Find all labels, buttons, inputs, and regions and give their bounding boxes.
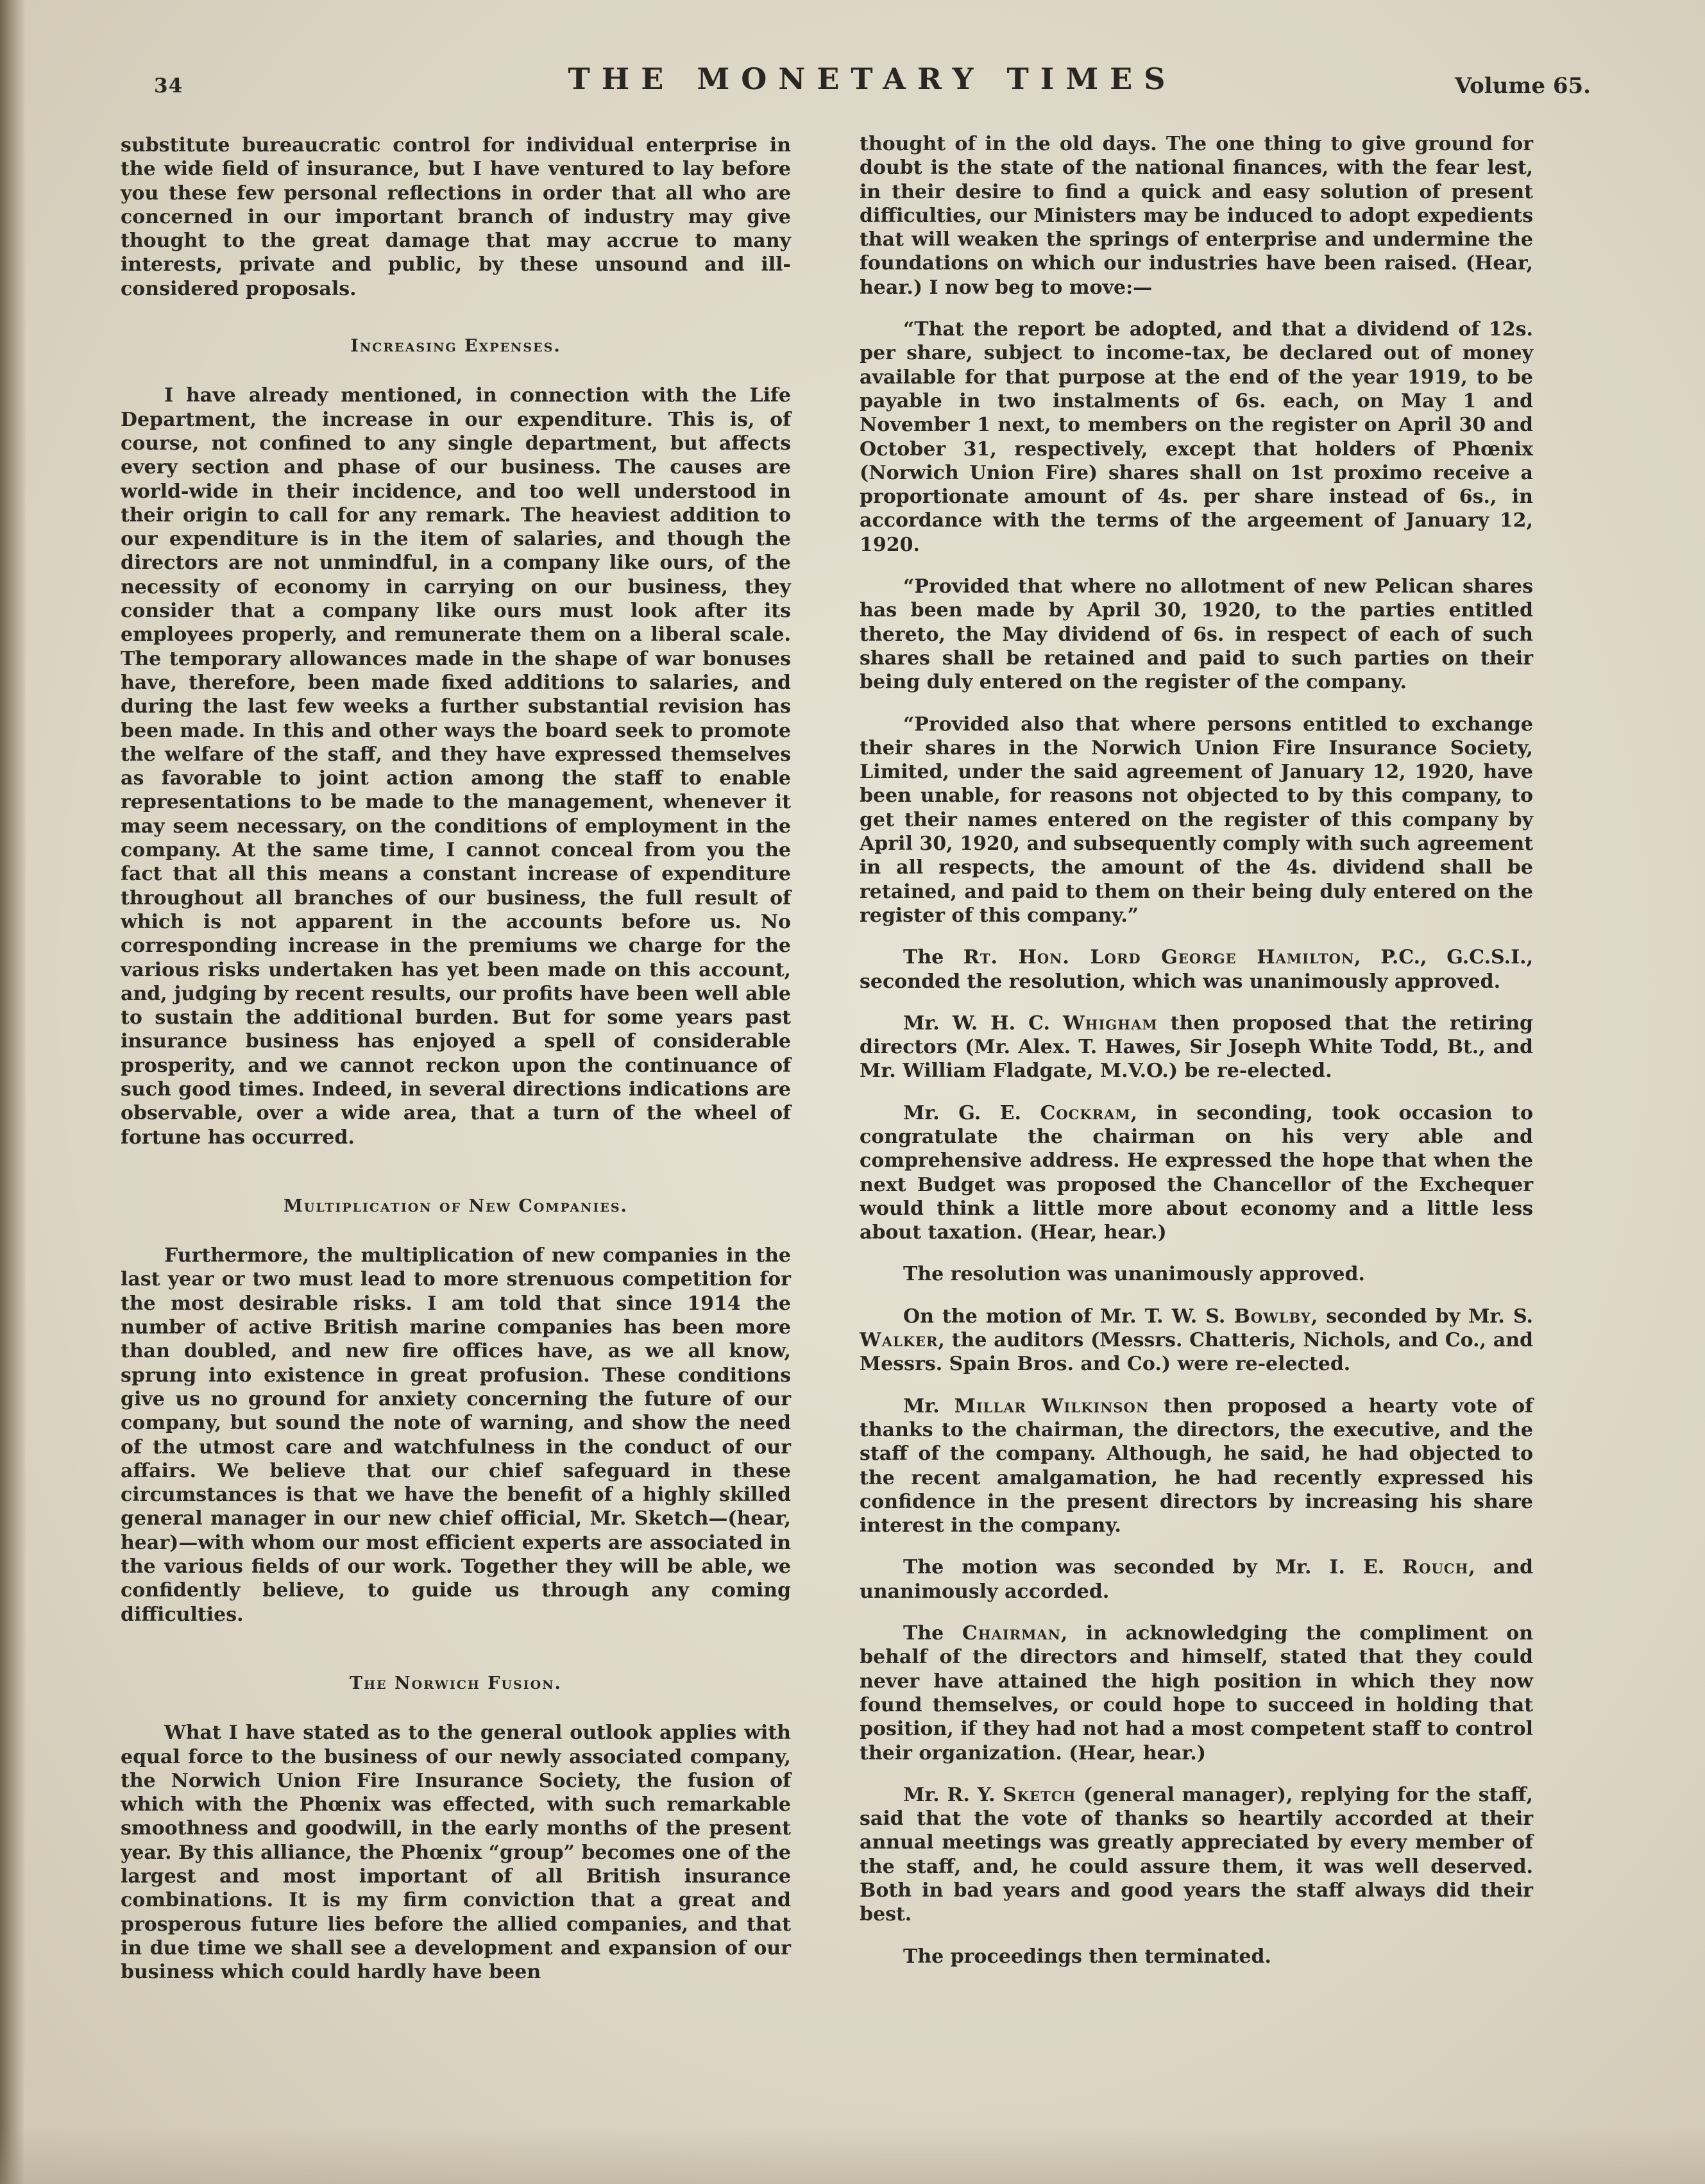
volume-label: Volume 65. (1454, 73, 1591, 99)
paragraph (860, 1394, 1533, 1538)
text-run: , in acknowledging the compliment on behalf of the directors and himself, stated that they could never have attained the high position in which they now found themselves, or could hope to succeed in holding that position, if they had not had a most competent staff to control their organization. (Hear, hear.) (860, 1622, 1534, 1765)
paragraph: I have already mentioned, in connection with the Life Department, the increase in our expenditure. This is, of course, not confined to any single department, but affects every section and phase of our business. The causes are world-wide in their incidence, and too well understood in their origin to call for any remark. The heaviest addition to our expenditure is in the item of salaries, and though the directors are not unmindful, in a company like ours, of the necessity of economy in carrying on our business, they consider that a company like ours must look after its employees properly, and remunerate them on a liberal scale. The temporary allowances made in the shape of war bonuses have, therefore, been made fixed additions to salaries, and during the last few weeks a further substantial revision has been made. In this and other ways the board seek to promote the welfare of the staff, and they have expressed themselves as favorable to joint action among the staff to enable representations to be made to the management, whenever it may seem necessary, on the conditions of employment in the company. At the same time, I cannot conceal from you the fact that all this means a constant increase of expenditure throughout all branches of our business, the full result of which is not apparent in the accounts before us. No corresponding increase in the premiums we charge for the various risks undertaken has yet been made on this account, and, judging by recent results, our profits have been well able to sustain the additional burden. But for some years past insurance business has enjoyed a spell of considerable prosperity, and we cannot reckon upon the continuance of such good times. Indeed, in several directions indications are observable, over a wide area, that a turn of the wheel of fortune has occurred. (121, 384, 791, 1149)
text-run: The (903, 946, 963, 969)
section-heading: The Norwich Fusion. (350, 1673, 562, 1693)
paragraph (860, 1783, 1533, 1927)
text-run: Mr. W. H. C. (903, 1012, 1063, 1035)
speaker-name: Walker (860, 1329, 938, 1352)
speaker-name: Whigham (1062, 1012, 1158, 1035)
resolution-paragraph: “Provided that where no allotment of new Pelican shares has been made by April 30, 1920, to the parties entitled thereto, the May dividend of 6s. in respect of each of such shares shall be retained and paid to such parties on their being duly entered on the register of the company. (860, 575, 1533, 694)
paragraph (860, 1101, 1533, 1245)
paragraph (860, 1305, 1533, 1376)
text-run: Mr. (903, 1394, 954, 1418)
page-edge-shadow (0, 2126, 1705, 2184)
resolution-paragraph: “That the report be adopted, and that a dividend of 12s. per share, subject to income-tax, be declared out of money available for that purpose at the end of the year 1919, to be payable in two instalments of 6s. each, on May 1 and November 1 next, to members on the register on April 30 and October 31, respectively, except that holders of Phœnix (Norwich Union Fire) shares shall on 1st proximo receive a proportionate amount of 4s. per share instead of 6s., in accordance with the terms of the argeement of January 12, 1920. (860, 318, 1533, 556)
text-run: , the auditors (Messrs. Chatteris, Nichols, and Co., and Messrs. Spain Bros. and Co.) were re-elected. (860, 1329, 1533, 1376)
text-run: , and unanimously accorded. (860, 1556, 1534, 1603)
paragraph: substitute bureaucratic control for individual enterprise in the wide field of insurance, but I have ventured to lay before you these few personal reflections in order that all who are concerned in our important branch of industry may give thought to the great damage that may accrue to many interests, private and public, by these unsound and ill-considered proposals. (121, 134, 791, 300)
paragraph: What I have stated as to the general outlook applies with equal force to the business of our newly associated company, the Norwich Union Fire Insurance Society, the fusion of which with the Phœnix was effected, with such remarkable smoothness and goodwill, in the early months of the present year. By this alliance, the Phœnix “group” becomes one of the largest and most important of all British insurance combinations. It is my firm conviction that a great and prosperous future lies before the allied companies, and that in due time we shall see a development and expansion of our business which could hardly have been (121, 1722, 791, 1984)
section-heading: Multiplication of New Companies. (284, 1196, 628, 1216)
publication-title: THE MONETARY TIMES (568, 62, 1177, 96)
speaker-name: Sketch (1003, 1783, 1076, 1806)
speaker-name: Cockram (1040, 1101, 1131, 1124)
left-column (121, 133, 791, 2002)
section-heading: Increasing Expenses. (350, 336, 561, 357)
text-run: , seconded by Mr. S. (1311, 1305, 1533, 1328)
paragraph: Furthermore, the multiplication of new companies in the last year or two must lead to more strenuous competition for the most desirable risks. I am told that since 1914 the number of active British marine companies has been more than doubled, and new fire offices have, as we all know, sprung into existence in great profusion. These conditions give us no ground for anxiety concerning the future of our company, but sound the note of warning, and show the need of the utmost care and watchfulness in the conduct of our affairs. We believe that our chief safeguard in these circumstances is that we have the benefit of a highly skilled general manager in our new chief official, Mr. Sketch—(hear, hear)—with whom our most efficient experts are associated in the various fields of our work. Together they will be able, we confidently believe, to guide us through any coming difficulties. (121, 1244, 791, 1626)
text-run: (general manager), replying for the staff, said that the vote of thanks so heartily accorded at their annual meetings was greatly appreciated by every member of the staff, and, he could assure them, it was well deserved. Both in bad years and good years the staff always did their best. (860, 1783, 1534, 1926)
text-run: , in seconding, took occasion to congratulate the chairman on his very able and comprehensive address. He expressed the hope that when the next Budget was proposed the Chancellor of the Exchequer would think a little more about economy and a little less about taxation. (Hear, hear.) (860, 1101, 1534, 1244)
speaker-name: Rt. Hon. Lord George Hamilton (963, 946, 1355, 969)
text-run: On the motion of Mr. T. W. S. (903, 1305, 1234, 1328)
paragraph: The resolution was unanimously approved. (903, 1263, 1365, 1286)
text-run: then proposed that the retiring directors (Mr. Alex. T. Hawes, Sir Joseph White Todd, Bt., and Mr. William Fladgate, M.V.O.) be re-elected. (860, 1012, 1533, 1083)
resolution-paragraph: “Provided also that where persons entitled to exchange their shares in the Norwich Union Fire Insurance Society, Limited, under the said agreement of January 12, 1920, have been unable, for reasons not objected to by this company, to get their names entered on the register of this company by April 30, 1920, and subsequently comply with such agreement in all respects, the amount of the 4s. dividend shall be retained, and paid to them on their being duly entered on the register of this company.” (860, 713, 1533, 927)
paragraph (860, 1012, 1533, 1083)
text-run: The (903, 1622, 962, 1645)
paragraph (860, 945, 1533, 994)
text-run: Mr. R. Y. (903, 1783, 1003, 1806)
paragraph: The proceedings then terminated. (903, 1945, 1271, 1968)
speaker-name: Rouch (1402, 1556, 1469, 1579)
paragraph (860, 1555, 1533, 1604)
text-run: The motion was seconded by Mr. I. E. (903, 1556, 1403, 1579)
running-header (154, 62, 1591, 113)
text-run: then proposed a hearty vote of thanks to the chairman, the directors, the executive, and the staff of the company. Although, he said, he had objected to the recent amalgamation, he had recently expressed his confidence in the present directors by increasing his share interest in the company. (860, 1394, 1533, 1537)
speaker-name: Millar Wilkinson (954, 1394, 1149, 1418)
right-column (860, 132, 1533, 1986)
paragraph (860, 1621, 1533, 1765)
text-run: Mr. G. E. (903, 1101, 1040, 1124)
speaker-name: Chairman (962, 1622, 1061, 1645)
paragraph: thought of in the old days. The one thing to give ground for doubt is the state of the national finances, with the fear lest, in their desire to find a quick and easy solution of present difficulties, our Ministers may be induced to adopt expedients that will weaken the springs of enterprise and undermine the foundations on which our industries have been raised. (Hear, hear.) I now beg to move:— (860, 133, 1533, 299)
page-number: 34 (154, 74, 183, 97)
speaker-name: Bowlby (1234, 1305, 1311, 1328)
book-spine-shadow (0, 0, 26, 2184)
text-run: , P.C., G.C.S.I., seconded the resolution, which was unanimously approved. (860, 946, 1534, 993)
